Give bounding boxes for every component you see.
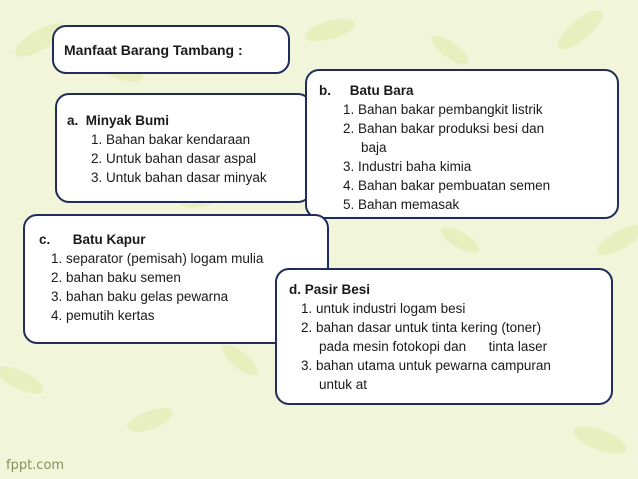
list-item-continuation: untuk at [319,377,368,392]
item-list [319,100,605,214]
list-item: 3. bahan baku gelas pewarna [51,289,229,304]
section-heading [289,280,599,299]
list-item: 3. Industri baha kimia [343,159,472,174]
section-pasir-besi [275,268,613,405]
footer-watermark: fppt.com [6,458,65,473]
list-item-continuation: baja [361,140,387,155]
list-item-continuation: pada mesin fotokopi dan tinta laser [319,339,548,354]
list-item: 2. bahan baku semen [51,270,181,285]
section-heading [319,81,605,100]
section-heading-text: Batu Kapur [72,232,146,247]
section-heading-text: Batu Bara [349,83,414,98]
section-letter: d. [289,282,301,297]
section-letter: c. [39,232,51,247]
list-item: 1. Bahan bakar kendaraan [91,132,251,147]
list-item: 1. separator (pemisah) logam mulia [51,251,264,266]
section-letter: b. [319,83,331,98]
list-item: 3. Untuk bahan dasar minyak [91,170,267,185]
list-item: 3. bahan utama untuk pewarna campuran [301,358,551,373]
title-box [52,25,290,74]
section-batu-bara [305,69,619,219]
list-item: 2. Bahan bakar produksi besi dan [343,121,545,136]
list-item: 4. pemutih kertas [51,308,155,323]
list-item: 4. Bahan bakar pembuatan semen [343,178,551,193]
section-heading [67,111,300,130]
list-item: 5. Bahan memasak [343,197,460,212]
item-list [67,130,300,187]
section-letter: a. [67,113,79,128]
list-item: 2. Untuk bahan dasar aspal [91,151,257,166]
list-item: 2. bahan dasar untuk tinta kering (toner) [301,320,542,335]
list-item: 1. Bahan bakar pembangkit listrik [343,102,543,117]
section-heading [39,230,313,249]
item-list [39,249,313,325]
item-list [289,299,599,394]
page-title: Manfaat Barang Tambang : [64,42,243,58]
section-heading-text: Minyak Bumi [85,113,170,128]
section-heading-text: Pasir Besi [304,282,371,297]
list-item: 1. untuk industri logam besi [301,301,466,316]
section-minyak-bumi [55,93,312,203]
